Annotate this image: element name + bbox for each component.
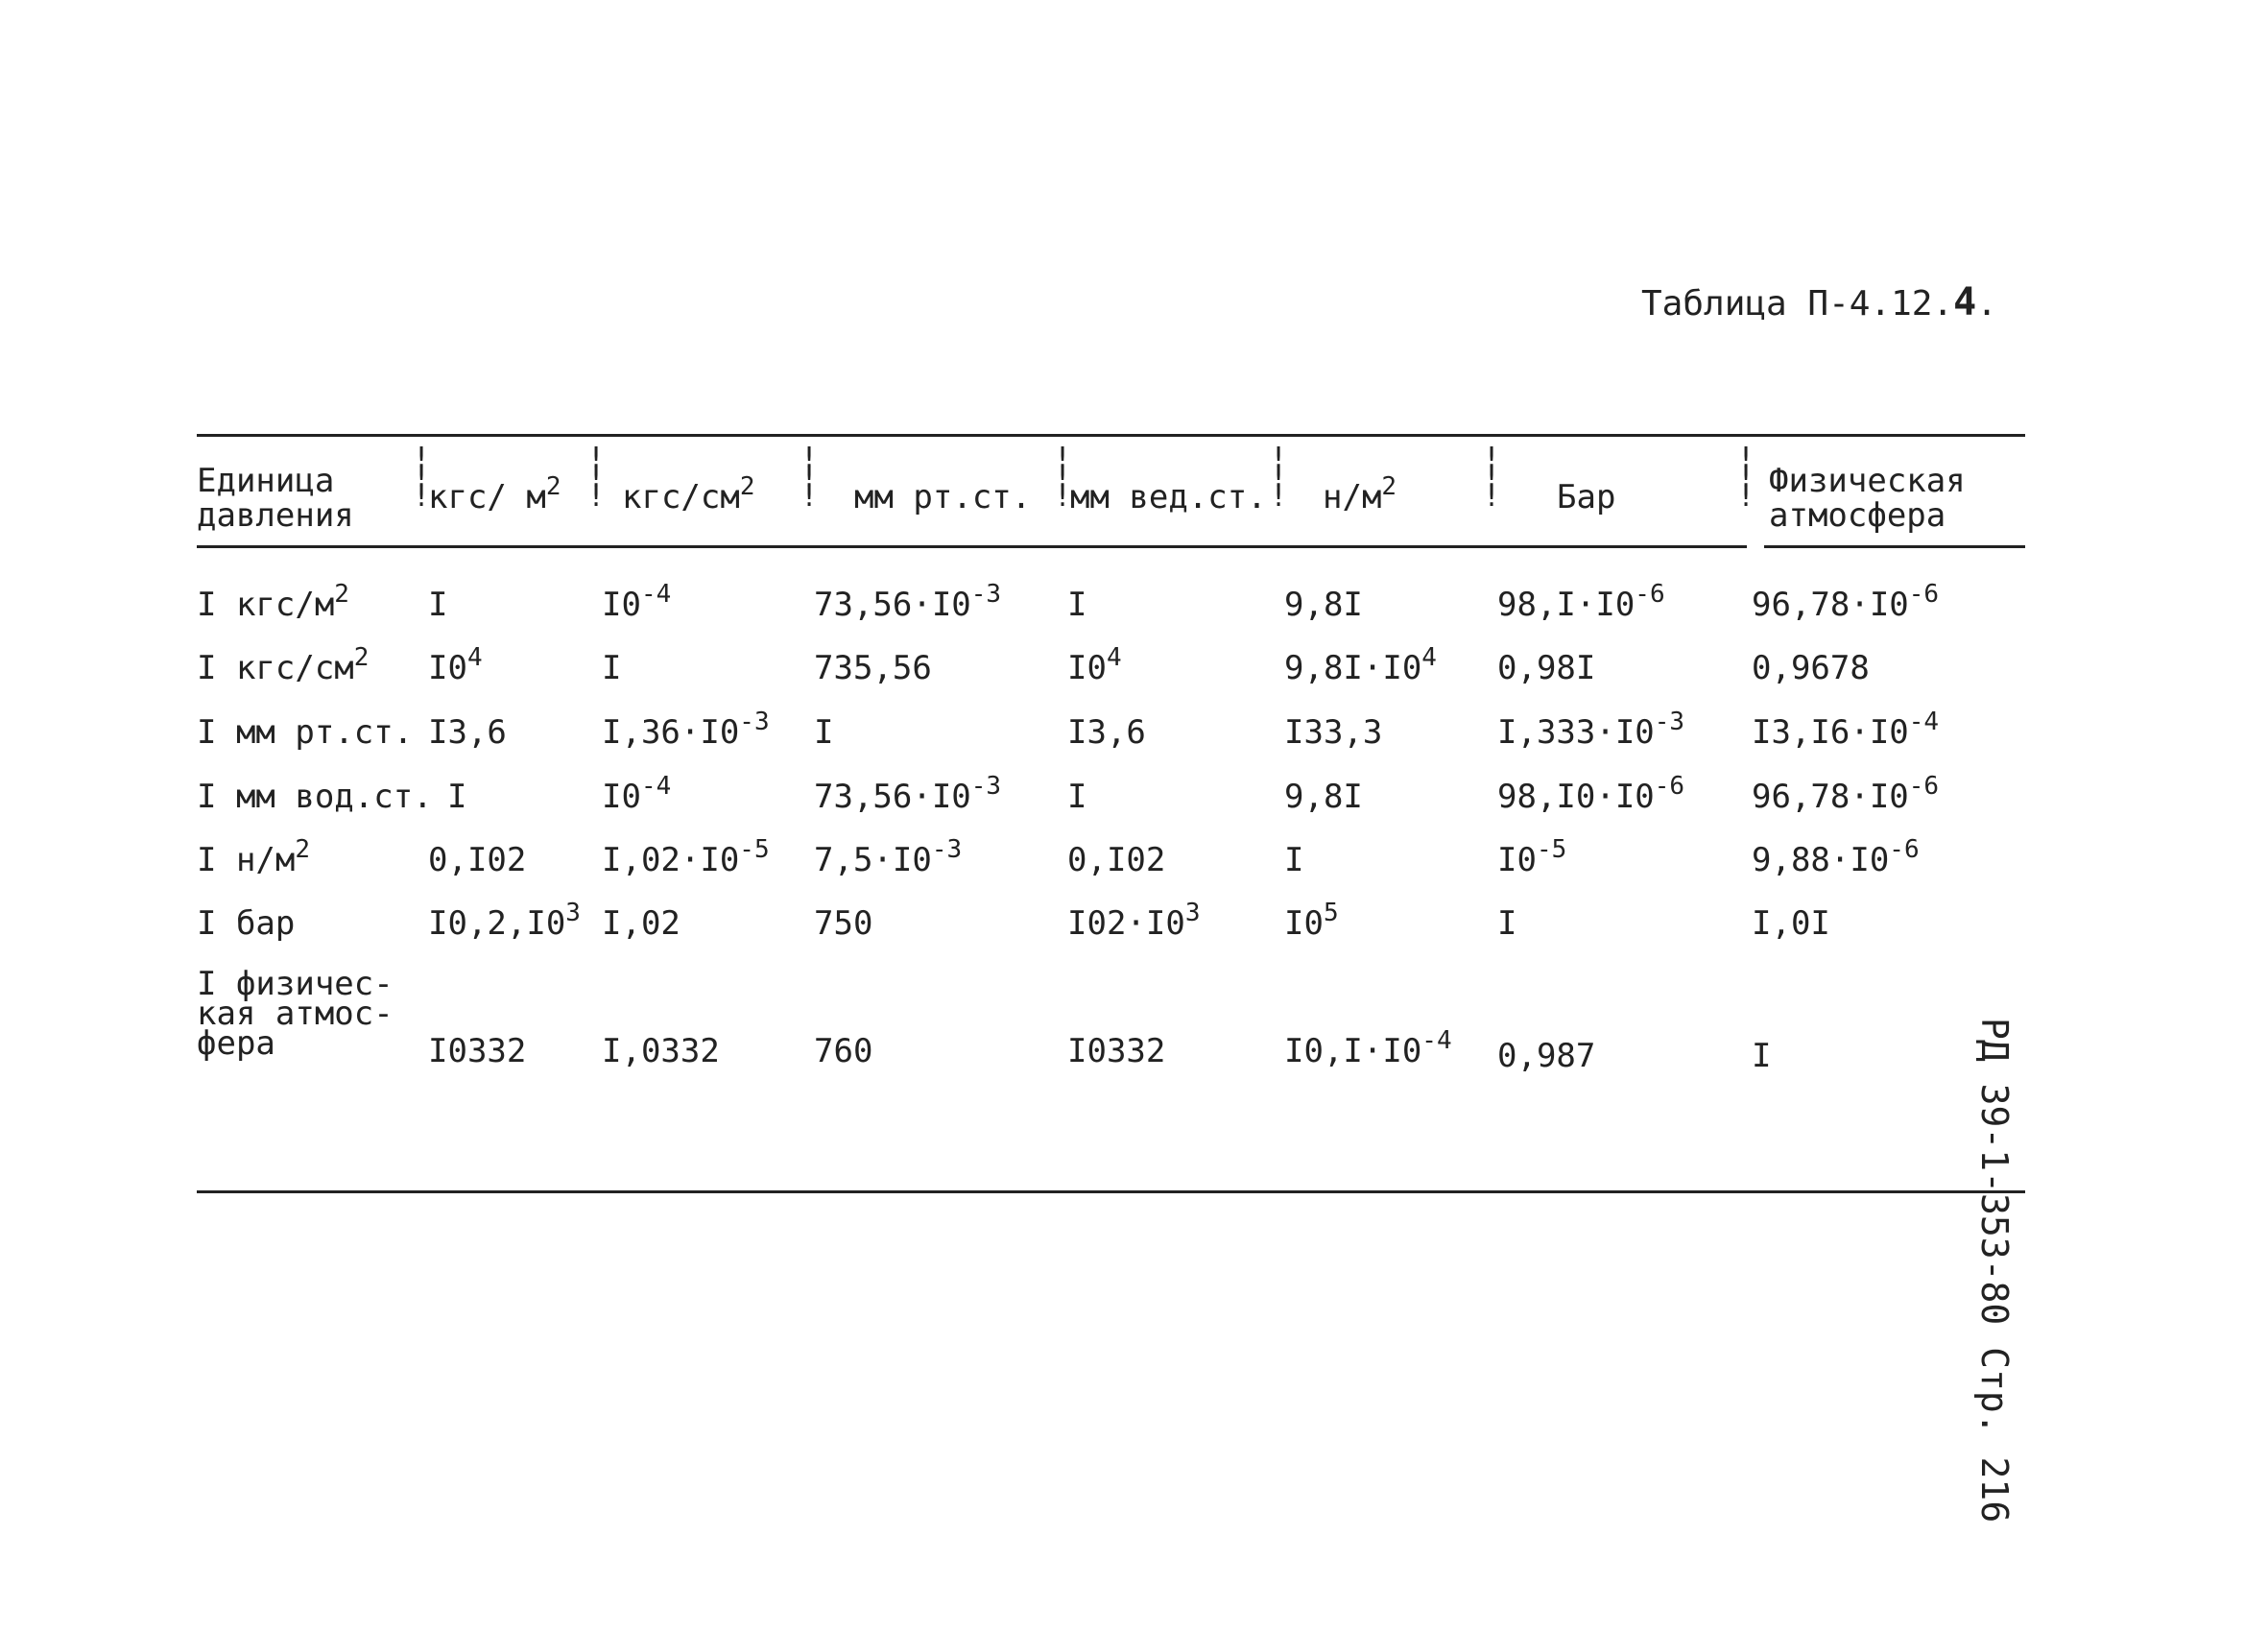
header-bar: Бар: [1557, 478, 1616, 516]
separator-5: ! ! !: [1270, 442, 1288, 514]
table-cell: $98,I0\cdot I0^{-6}$: [1497, 772, 1685, 816]
table-cell: I: [1284, 841, 1304, 879]
separator-3: ! ! !: [800, 442, 819, 514]
row-label: I мм рт.ст.: [197, 713, 414, 752]
row-label: I физичес- кая атмос- фера: [197, 965, 394, 1063]
table-cell: $73,56\cdot I0^{-3}$: [814, 580, 1002, 624]
table-cell: $7,5\cdot I0^{-3}$: [814, 835, 963, 879]
table-cell: $9,88\cdot I0^{-6}$: [1752, 835, 1920, 879]
table-cell: $96,78\cdot I0^{-6}$: [1752, 580, 1940, 624]
table-cell: I: [1067, 778, 1087, 816]
table-cell: $I0,2,I0^3$: [428, 899, 581, 943]
row-label: I мм вод.ст.: [197, 778, 433, 816]
table-cell: 9,8I: [1284, 586, 1363, 624]
header-n-m2: $н/м^2$: [1323, 472, 1397, 516]
table-cell: I3,6: [428, 713, 507, 752]
table-cell: $I,36\cdot I0^{-3}$: [602, 708, 770, 752]
table-cell: I: [428, 586, 448, 624]
table-cell: $I0^{-5}$: [1497, 835, 1567, 879]
table-cell: I: [602, 649, 622, 687]
table-cell: $I0^5$: [1284, 899, 1339, 943]
separator-1: ! ! !: [413, 442, 431, 514]
table-cell: $I0^{-4}$: [602, 580, 672, 624]
table-cell: $I0^4$: [1067, 643, 1122, 687]
separator-6: ! ! !: [1483, 442, 1501, 514]
table-cell: 9,8I: [1284, 778, 1363, 816]
separator-7: ! ! !: [1737, 442, 1755, 514]
header-kgf-cm2: кгс/$см^2$: [622, 472, 755, 516]
table-cell: I0332: [428, 1032, 527, 1070]
header-mm-water: мм вед.ст.: [1070, 478, 1267, 516]
table-cell: $96,78\cdot I0^{-6}$: [1752, 772, 1940, 816]
table-cell: I,0I: [1752, 904, 1830, 943]
header-rule-right: [1764, 545, 2025, 548]
header-rule-left: [197, 545, 1747, 548]
table-cell: $I3,I6\cdot I0^{-4}$: [1752, 708, 1940, 752]
table-cell: 735,56: [814, 649, 932, 687]
header-kgf-m2: кгс/ $м^2$: [428, 472, 561, 516]
table-cell: I: [1497, 904, 1517, 943]
table-cell: I: [1067, 586, 1087, 624]
row-label: I кгс/$м^2$: [197, 580, 349, 624]
table-cell: I0332: [1067, 1032, 1166, 1070]
table-cell: $73,56\cdot I0^{-3}$: [814, 772, 1002, 816]
separator-4: ! ! !: [1054, 442, 1072, 514]
row-label: I кгс/$см^2$: [197, 643, 370, 687]
table-cell: I: [1752, 1037, 1772, 1075]
header-atmosphere: Физическая атмосфера: [1769, 462, 1966, 535]
table-cell: I,02: [602, 904, 680, 943]
top-rule: [197, 434, 2025, 437]
table-cell: $I,333\cdot I0^{-3}$: [1497, 708, 1685, 752]
table-cell: I33,3: [1284, 713, 1383, 752]
table-cell: 760: [814, 1032, 873, 1070]
table-cell: $I0^{-4}$: [602, 772, 672, 816]
table-cell: $I02\cdot I0^3$: [1067, 899, 1201, 943]
table-cell: $I0^4$: [428, 643, 483, 687]
row-label: I $н/м^2$: [197, 835, 311, 879]
row-label: I бар: [197, 904, 296, 943]
table-cell: $98,I\cdot I0^{-6}$: [1497, 580, 1665, 624]
table-cell: I,0332: [602, 1032, 720, 1070]
header-mm-hg: мм рт.ст.: [854, 478, 1032, 516]
table-cell: I3,6: [1067, 713, 1146, 752]
table-cell: 0,98I: [1497, 649, 1596, 687]
table-cell: $9,8I\cdot I0^4$: [1284, 643, 1437, 687]
table-cell: 0,987: [1497, 1037, 1596, 1075]
table-cell: I: [447, 778, 467, 816]
header-unit: Единица давления: [197, 462, 354, 535]
document-code-side-note: РД 39-1-353-80 Стр. 216: [1973, 1018, 2016, 1524]
table-caption: Таблица П-4.12.4.: [1641, 280, 1997, 324]
separator-2: ! ! !: [587, 442, 606, 514]
table-cell: $I,02\cdot I0^{-5}$: [602, 835, 770, 879]
table-cell: $I0,I\cdot I0^{-4}$: [1284, 1026, 1452, 1070]
table-cell: 750: [814, 904, 873, 943]
bottom-rule: [197, 1190, 2025, 1193]
table-cell: 0,I02: [428, 841, 527, 879]
table-cell: I: [814, 713, 834, 752]
table-cell: 0,9678: [1752, 649, 1870, 687]
table-cell: 0,I02: [1067, 841, 1166, 879]
